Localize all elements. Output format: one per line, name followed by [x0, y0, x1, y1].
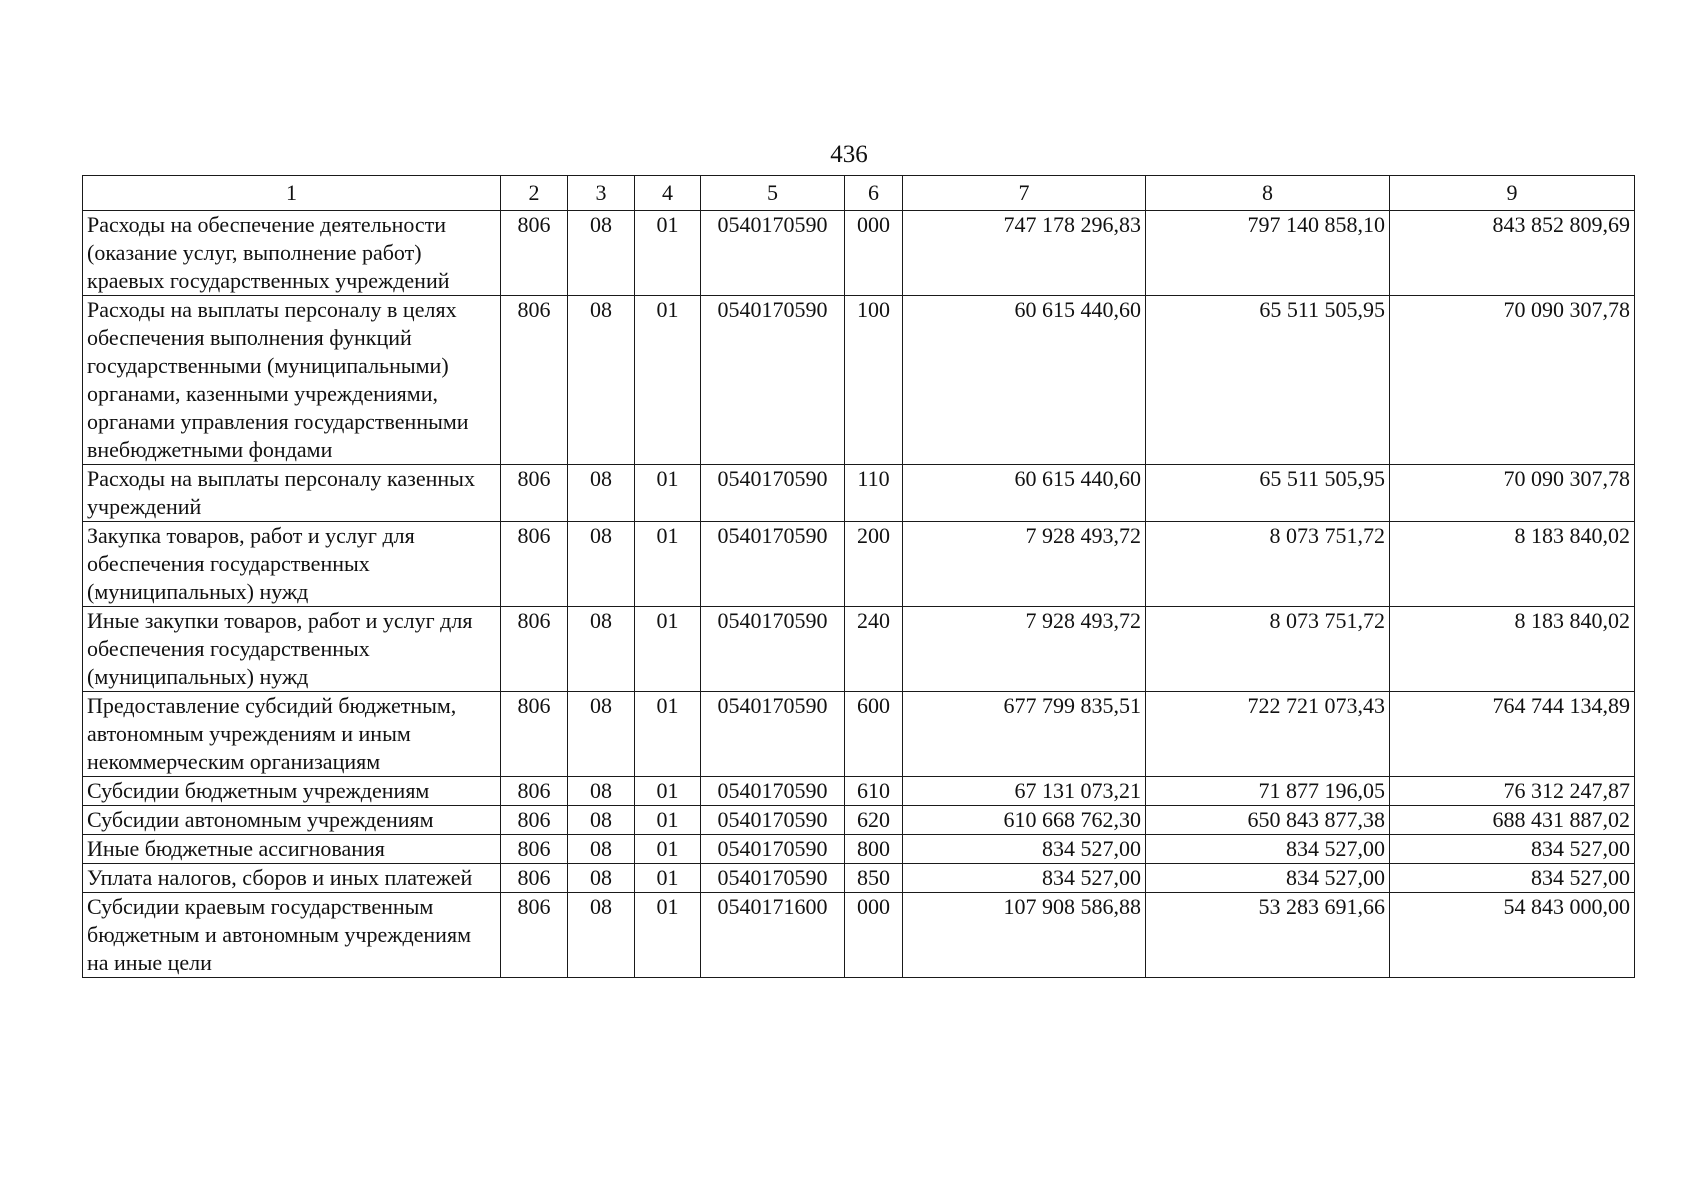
- table-body: [83, 211, 1635, 978]
- expense-type-code: 610: [845, 777, 903, 806]
- ministry-code: 806: [501, 893, 568, 978]
- target-article-code: 0540170590: [701, 777, 845, 806]
- section-code: 08: [568, 864, 635, 893]
- target-article-code: 0540170590: [701, 522, 845, 607]
- subsection-code: 01: [635, 607, 701, 692]
- amount-col8: 834 527,00: [1146, 864, 1390, 893]
- expense-type-code: 110: [845, 465, 903, 522]
- subsection-code: 01: [635, 893, 701, 978]
- table-row: [83, 692, 1635, 777]
- ministry-code: 806: [501, 607, 568, 692]
- section-code: 08: [568, 522, 635, 607]
- table-row: [83, 806, 1635, 835]
- expense-type-code: 800: [845, 835, 903, 864]
- subsection-code: 01: [635, 522, 701, 607]
- subsection-code: 01: [635, 864, 701, 893]
- expense-type-code: 100: [845, 296, 903, 465]
- column-header: 3: [568, 176, 635, 211]
- row-description: Уплата налогов, сборов и иных платежей: [83, 864, 501, 893]
- amount-col9: 688 431 887,02: [1390, 806, 1635, 835]
- amount-col7: 834 527,00: [903, 835, 1146, 864]
- ministry-code: 806: [501, 296, 568, 465]
- table-row: [83, 777, 1635, 806]
- amount-col9: 8 183 840,02: [1390, 522, 1635, 607]
- amount-col8: 797 140 858,10: [1146, 211, 1390, 296]
- amount-col9: 8 183 840,02: [1390, 607, 1635, 692]
- amount-col8: 650 843 877,38: [1146, 806, 1390, 835]
- column-header: 8: [1146, 176, 1390, 211]
- subsection-code: 01: [635, 806, 701, 835]
- amount-col8: 65 511 505,95: [1146, 296, 1390, 465]
- section-code: 08: [568, 893, 635, 978]
- table-row: [83, 864, 1635, 893]
- amount-col7: 107 908 586,88: [903, 893, 1146, 978]
- ministry-code: 806: [501, 777, 568, 806]
- target-article-code: 0540170590: [701, 806, 845, 835]
- target-article-code: 0540170590: [701, 607, 845, 692]
- amount-col7: 677 799 835,51: [903, 692, 1146, 777]
- column-header: 6: [845, 176, 903, 211]
- column-header: 9: [1390, 176, 1635, 211]
- amount-col9: 76 312 247,87: [1390, 777, 1635, 806]
- table-row: [83, 607, 1635, 692]
- ministry-code: 806: [501, 806, 568, 835]
- section-code: 08: [568, 465, 635, 522]
- amount-col7: 7 928 493,72: [903, 607, 1146, 692]
- amount-col9: 834 527,00: [1390, 835, 1635, 864]
- amount-col8: 722 721 073,43: [1146, 692, 1390, 777]
- section-code: 08: [568, 777, 635, 806]
- amount-col7: 7 928 493,72: [903, 522, 1146, 607]
- amount-col7: 834 527,00: [903, 864, 1146, 893]
- subsection-code: 01: [635, 835, 701, 864]
- ministry-code: 806: [501, 835, 568, 864]
- subsection-code: 01: [635, 777, 701, 806]
- amount-col9: 834 527,00: [1390, 864, 1635, 893]
- amount-col8: 8 073 751,72: [1146, 607, 1390, 692]
- section-code: 08: [568, 692, 635, 777]
- table-row: [83, 296, 1635, 465]
- amount-col9: 70 090 307,78: [1390, 465, 1635, 522]
- expense-type-code: 200: [845, 522, 903, 607]
- subsection-code: 01: [635, 465, 701, 522]
- header-row: [83, 176, 1635, 211]
- amount-col7: 60 615 440,60: [903, 296, 1146, 465]
- target-article-code: 0540171600: [701, 893, 845, 978]
- ministry-code: 806: [501, 864, 568, 893]
- amount-col9: 764 744 134,89: [1390, 692, 1635, 777]
- expense-type-code: 240: [845, 607, 903, 692]
- table-row: [83, 835, 1635, 864]
- expense-type-code: 000: [845, 211, 903, 296]
- section-code: 08: [568, 607, 635, 692]
- budget-table: [82, 175, 1635, 978]
- column-header: 4: [635, 176, 701, 211]
- ministry-code: 806: [501, 465, 568, 522]
- amount-col7: 67 131 073,21: [903, 777, 1146, 806]
- amount-col9: 54 843 000,00: [1390, 893, 1635, 978]
- row-description: Субсидии бюджетным учреждениям: [83, 777, 501, 806]
- row-description: Иные закупки товаров, работ и услуг для обеспечения государственных (муниципальных) нужд: [83, 607, 501, 692]
- column-header: 7: [903, 176, 1146, 211]
- section-code: 08: [568, 211, 635, 296]
- row-description: Расходы на выплаты персоналу в целях обеспечения выполнения функций государственными (муниципальными) органами, казенными учреждениями, органами управления государственными внебюджетными фондами: [83, 296, 501, 465]
- row-description: Расходы на обеспечение деятельности (оказание услуг, выполнение работ) краевых государственных учреждений: [83, 211, 501, 296]
- target-article-code: 0540170590: [701, 296, 845, 465]
- target-article-code: 0540170590: [701, 465, 845, 522]
- expense-type-code: 000: [845, 893, 903, 978]
- amount-col7: 747 178 296,83: [903, 211, 1146, 296]
- expense-type-code: 600: [845, 692, 903, 777]
- subsection-code: 01: [635, 296, 701, 465]
- table-row: [83, 211, 1635, 296]
- ministry-code: 806: [501, 211, 568, 296]
- amount-col8: 71 877 196,05: [1146, 777, 1390, 806]
- amount-col7: 610 668 762,30: [903, 806, 1146, 835]
- amount-col8: 53 283 691,66: [1146, 893, 1390, 978]
- table-row: [83, 522, 1635, 607]
- target-article-code: 0540170590: [701, 835, 845, 864]
- target-article-code: 0540170590: [701, 864, 845, 893]
- row-description: Расходы на выплаты персоналу казенных учреждений: [83, 465, 501, 522]
- section-code: 08: [568, 296, 635, 465]
- section-code: 08: [568, 806, 635, 835]
- column-header: 2: [501, 176, 568, 211]
- column-header: 1: [83, 176, 501, 211]
- target-article-code: 0540170590: [701, 692, 845, 777]
- row-description: Субсидии автономным учреждениям: [83, 806, 501, 835]
- amount-col7: 60 615 440,60: [903, 465, 1146, 522]
- target-article-code: 0540170590: [701, 211, 845, 296]
- section-code: 08: [568, 835, 635, 864]
- ministry-code: 806: [501, 692, 568, 777]
- row-description: Иные бюджетные ассигнования: [83, 835, 501, 864]
- amount-col8: 65 511 505,95: [1146, 465, 1390, 522]
- amount-col9: 843 852 809,69: [1390, 211, 1635, 296]
- column-header: 5: [701, 176, 845, 211]
- amount-col9: 70 090 307,78: [1390, 296, 1635, 465]
- expense-type-code: 850: [845, 864, 903, 893]
- subsection-code: 01: [635, 692, 701, 777]
- row-description: Субсидии краевым государственным бюджетным и автономным учреждениям на иные цели: [83, 893, 501, 978]
- ministry-code: 806: [501, 522, 568, 607]
- table-row: [83, 893, 1635, 978]
- subsection-code: 01: [635, 211, 701, 296]
- table-row: [83, 465, 1635, 522]
- row-description: Предоставление субсидий бюджетным, автономным учреждениям и иным некоммерческим организациям: [83, 692, 501, 777]
- amount-col8: 8 073 751,72: [1146, 522, 1390, 607]
- page-number: 436: [830, 141, 868, 168]
- expense-type-code: 620: [845, 806, 903, 835]
- row-description: Закупка товаров, работ и услуг для обеспечения государственных (муниципальных) нужд: [83, 522, 501, 607]
- amount-col8: 834 527,00: [1146, 835, 1390, 864]
